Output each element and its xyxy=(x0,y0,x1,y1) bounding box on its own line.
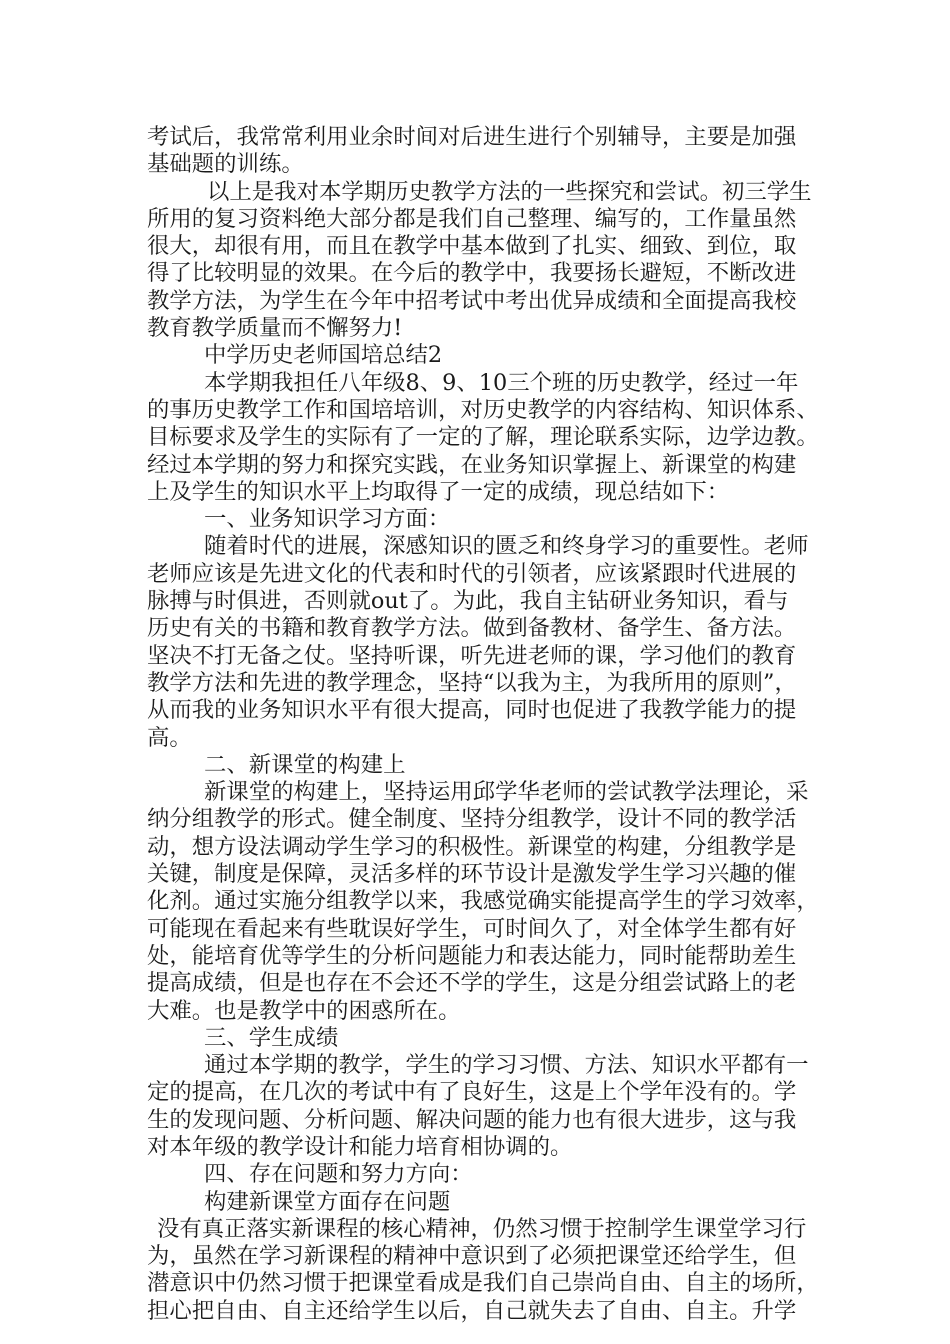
text-line: 四、存在问题和努力方向： xyxy=(204,1161,473,1188)
paragraph xyxy=(147,1189,829,1216)
text-line: 目标要求及学生的实际有了一定的了解，理论联系实际，边学边教。 xyxy=(147,424,819,451)
text-line: 历史有关的书籍和教育教学方法。做到备教材、备学生、备方法。 xyxy=(147,615,797,642)
document-body xyxy=(147,124,829,1325)
text-line: 教育教学质量而不懈努力! xyxy=(147,315,403,342)
paragraph xyxy=(147,206,829,342)
text-line: 新课堂的构建上，坚持运用邱学华老师的尝试教学法理论，采 xyxy=(204,779,809,806)
paragraph xyxy=(147,342,829,369)
text-line: 担心把自由、自主还给学生以后，自己就失去了自由、自主。升学 xyxy=(147,1297,797,1324)
text-line: 得了比较明显的效果。在今后的教学中，我要扬长避短，不断改进 xyxy=(147,260,797,287)
text-line: 经过本学期的努力和探究实践，在业务知识掌握上、新课堂的构建 xyxy=(147,451,797,478)
text-line: 老师应该是先进文化的代表和时代的引领者，应该紧跟时代进展的 xyxy=(147,560,797,587)
text-line: 构建新课堂方面存在问题 xyxy=(204,1188,451,1215)
text-line: 上及学生的知识水平上均取得了一定的成绩，现总结如下： xyxy=(147,478,730,505)
text-line: 可能现在看起来有些耽误好学生，可时间久了，对全体学生都有好 xyxy=(147,915,797,942)
paragraph xyxy=(147,506,829,533)
paragraph xyxy=(147,561,829,752)
text-line: 坚决不打无备之仗。坚持听课，听先进老师的课，学习他们的教育 xyxy=(147,642,797,669)
text-line: 的事历史教学工作和国培培训，对历史教学的内容结构、知识体系、 xyxy=(147,396,819,423)
paragraph xyxy=(147,1216,829,1243)
text-line: 潜意识中仍然习惯于把课堂看成是我们自己崇尚自由、自主的场所， xyxy=(147,1270,819,1297)
text-line: 生的发现问题、分析问题、解决问题的能力也有很大进步，这与我 xyxy=(147,1106,797,1133)
text-line: 对本年级的教学设计和能力培育相协调的。 xyxy=(147,1133,573,1160)
text-line: 基础题的训练。 xyxy=(147,151,304,178)
text-line: 化剂。通过实施分组教学以来，我感觉确实能提高学生的学习效率， xyxy=(147,888,819,915)
paragraph xyxy=(147,806,829,1024)
text-line: 处，能培育优等学生的分析问题能力和表达能力，同时能帮助差生 xyxy=(147,942,797,969)
text-line: 提高成绩，但是也存在不会还不学的学生，这是分组尝试路上的老 xyxy=(147,970,797,997)
text-line: 没有真正落实新课程的核心精神，仍然习惯于控制学生课堂学习行 xyxy=(157,1215,807,1242)
text-line: 考试后，我常常利用业余时间对后进生进行个别辅导，主要是加强 xyxy=(147,124,797,150)
text-line: 定的提高，在几次的考试中有了良好生，这是上个学年没有的。学 xyxy=(147,1079,797,1106)
text-line: 大难。也是教学中的困惑所在。 xyxy=(147,997,461,1024)
paragraph xyxy=(147,1052,829,1079)
text-line: 关键，制度是保障，灵活多样的环节设计是激发学生学习兴趣的催 xyxy=(147,861,797,888)
paragraph xyxy=(147,179,829,206)
paragraph xyxy=(147,124,829,179)
text-line: 为，虽然在学习新课程的精神中意识到了必须把课堂还给学生，但 xyxy=(147,1243,797,1270)
text-line: 中学历史老师国培总结2 xyxy=(204,342,443,369)
paragraph xyxy=(147,1079,829,1161)
text-line: 通过本学期的教学，学生的学习习惯、方法、知识水平都有一 xyxy=(204,1052,809,1079)
paragraph xyxy=(147,752,829,779)
paragraph xyxy=(147,1161,829,1188)
paragraph xyxy=(147,397,829,506)
text-line: 高。 xyxy=(147,724,192,751)
text-line: 随着时代的进展，深感知识的匮乏和终身学习的重要性。老师 xyxy=(204,533,809,560)
text-line: 动，想方设法调动学生学习的积极性。新课堂的构建，分组教学是 xyxy=(147,833,797,860)
text-line: 二、新课堂的构建上 xyxy=(204,751,406,778)
text-line: 教学方法和先进的教学理念，坚持“以我为主，为我所用的原则”， xyxy=(147,669,797,696)
text-line: 从而我的业务知识水平有很大提高，同时也促进了我教学能力的提 xyxy=(147,697,797,724)
text-line: 本学期我担任八年级8、9、10三个班的历史教学，经过一年 xyxy=(204,369,799,396)
text-line: 教学方法，为学生在今年中招考试中考出优异成绩和全面提高我校 xyxy=(147,287,797,314)
paragraph xyxy=(147,370,829,397)
text-line: 脉搏与时俱进，否则就out了。为此，我自主钻研业务知识，看与 xyxy=(147,588,789,615)
text-line: 一、业务知识学习方面： xyxy=(204,506,451,533)
paragraph xyxy=(147,533,829,560)
text-line: 很大，却很有用，而且在教学中基本做到了扎实、细致、到位，取 xyxy=(147,233,797,260)
paragraph xyxy=(147,779,829,806)
text-line: 三、学生成绩 xyxy=(204,1024,339,1051)
text-line: 纳分组教学的形式。健全制度、坚持分组教学，设计不同的教学活 xyxy=(147,806,797,833)
text-line: 以上是我对本学期历史教学方法的一些探究和尝试。初三学生 xyxy=(207,178,812,205)
paragraph xyxy=(147,1025,829,1052)
text-line: 所用的复习资料绝大部分都是我们自己整理、编写的，工作量虽然 xyxy=(147,205,797,232)
paragraph xyxy=(147,1243,829,1325)
